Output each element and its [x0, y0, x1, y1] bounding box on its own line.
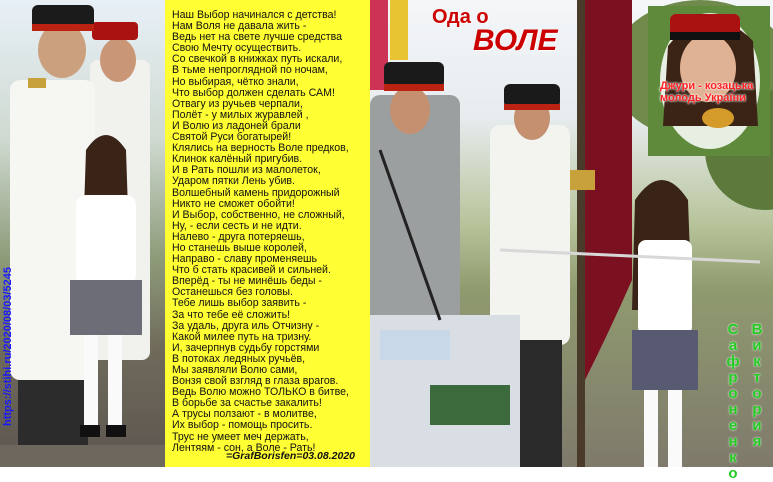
title-line-2: ВОЛЕ	[473, 24, 558, 57]
poem-line: Клялись на верность Воле предков,	[172, 142, 349, 155]
poem-line: Что выбор должен сделать САМ!	[172, 86, 335, 99]
poem-line: Со свечкой в книжках путь искали,	[172, 53, 343, 66]
poem-line: В борьбе за счастье закалить!	[172, 397, 322, 410]
inset-caption-line-2: молодь України	[660, 92, 746, 104]
poem-line: За удаль, друга иль Отчизну -	[172, 319, 320, 332]
poem-line: Направо - славу променяешь	[172, 253, 318, 266]
poem-line: Ну, - если сесть и не идти.	[172, 219, 302, 232]
poem-line: Налево - друга потеряешь,	[172, 230, 305, 243]
poem-line: Ведь Волю можно ТОЛЬКО в битве,	[172, 386, 349, 399]
poem-line: Полёт - у милых журавлей ,	[172, 108, 309, 121]
poem-line: Вонзя свой взгляд в глаза врагов.	[172, 375, 339, 388]
poem-signature: =GrafBorisfen=03.08.2020	[226, 450, 355, 462]
poem-line: Свою Мечту осуществить.	[172, 42, 302, 55]
poem-line: Волшебный камень придорожный	[172, 186, 340, 199]
poem-line: Отвагу из ручьев черпали,	[172, 97, 303, 110]
poem-line: А трусы ползают - в молитве,	[172, 408, 317, 421]
poem-line: Святой Руси богатырей!	[172, 131, 292, 144]
poem-text	[172, 10, 370, 454]
poem-line: Вперёд - ты не минёшь беды -	[172, 275, 322, 288]
poem-line: Ведь нет на свете лучше средства	[172, 31, 343, 44]
left-photo-illustration	[0, 0, 165, 467]
poem-line: Тебе лишь выбор заявить -	[172, 297, 307, 310]
poem-line: И в Рать пошли из малолеток,	[172, 164, 321, 177]
inset-caption-line-1: Джури - козацька	[660, 80, 754, 92]
poem-line: И Выбор, собственно, не сложный,	[172, 208, 345, 221]
poem-line: В потоках ледяных ручьёв,	[172, 352, 306, 365]
left-photo	[0, 0, 165, 467]
poem-line: В тьме непроглядной по ночам,	[172, 64, 328, 77]
poem-line: Трус не умеет меч держать,	[172, 430, 309, 443]
poem-line: И, зачерпнув судьбу горстями	[172, 341, 320, 354]
poem-line: За что тебе её сложить!	[172, 308, 291, 321]
inset-caption	[660, 80, 770, 104]
poem-line: И Волю из ладоней брали	[172, 119, 301, 132]
poem-line: Наш Выбор начинался с детства!	[172, 9, 337, 21]
source-url[interactable]: https://stihi.ru/2020/08/03/5245	[2, 267, 14, 426]
poem-line: Что б стать красивей и сильней.	[172, 264, 331, 277]
poem-line: Нам Воля не давала жить -	[172, 20, 307, 33]
poem-line: Но станешь выше королей,	[172, 241, 307, 254]
author-firstname: В и к т о р и я	[751, 321, 763, 450]
poem-line: Ударом пятки Лень убив.	[172, 175, 295, 188]
poem-line: Лентяям - сон, а Воле - Рать!	[172, 441, 316, 454]
title-line-1: Ода о	[432, 6, 489, 28]
poem-line: Какой милее путь на тризну.	[172, 330, 312, 343]
poem-line: Клинок калёный пригубив.	[172, 153, 303, 166]
poem-line: Мы заявляли Волю сами,	[172, 364, 298, 376]
poem-line: Их выбор - помощь просить.	[172, 419, 313, 432]
poem-line: Останешься без головы.	[172, 286, 293, 299]
poem-line: Никто не сможет обойти!	[172, 197, 295, 210]
author-surname: С а ф р о н е н к о	[726, 321, 740, 482]
poem-line: Но выбирая, чётко знали,	[172, 75, 299, 88]
